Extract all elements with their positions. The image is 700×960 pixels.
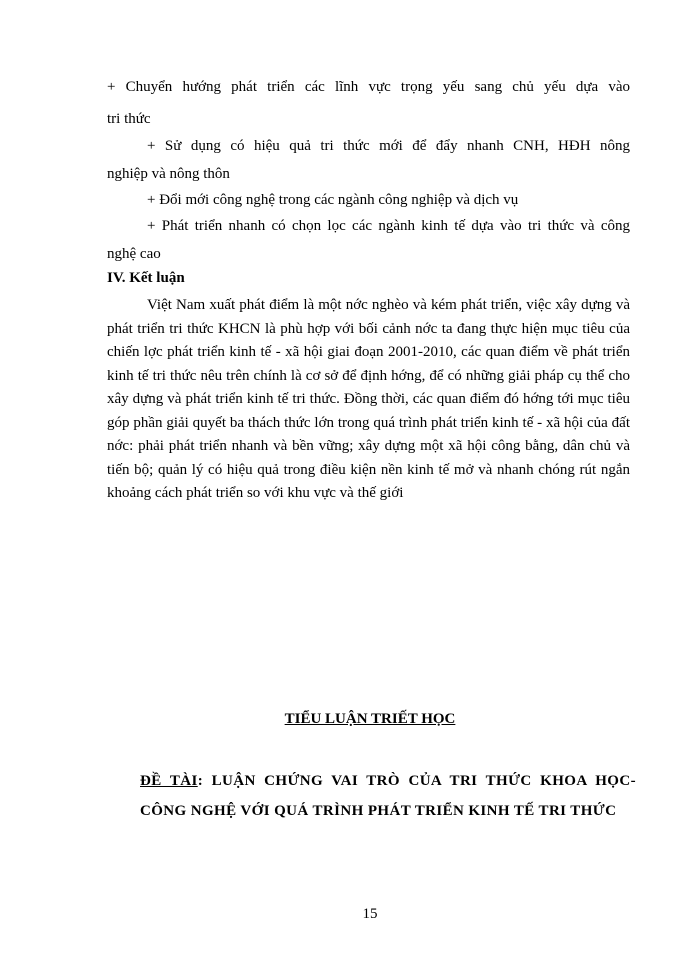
bullet-4-line-2: nghệ cao (107, 246, 161, 262)
essay-topic (140, 766, 636, 826)
essay-title: TIỂU LUẬN TRIẾT HỌC (284, 711, 456, 727)
topic-text: : LUẬN CHỨNG VAI TRÒ CỦA TRI THỨC KHOA HỌC-CÔNG NGHỆ VỚI QUÁ TRÌNH PHÁT TRIỂN KINH TẾ TRI THỨC (140, 773, 636, 819)
bullet-1-line-2: tri thức (107, 111, 151, 127)
bullet-2-line-2: nghiệp và nông thôn (107, 166, 230, 182)
bullet-3-line-1: + Đổi mới công nghệ trong các ngành công nghiệp và dịch vụ (147, 192, 519, 208)
bullet-4-line-1: + Phát triển nhanh có chọn lọc các ngành kinh tế dựa vào tri thức và công (147, 218, 630, 234)
page-number: 15 (362, 906, 378, 922)
bullet-1-line-1: + Chuyển hướng phát triển các lĩnh vực trọng yếu sang chủ yếu dựa vào (107, 79, 630, 95)
topic-label: ĐỀ TÀI (140, 773, 198, 789)
conclusion-paragraph: Việt Nam xuất phát điểm là một nớc nghèo và kém phát triển, việc xây dựng và phát triển tri thức KHCN là phù hợp với bối cảnh nớc ta đang thực hiện mục tiêu của chiến lợc phát triển kinh tế - xã hội giai đoạn 2001-2010, các quan điểm về phát triển kinh tế tri thức nêu trên chính là cơ sở để định hớng, để có những giải pháp cụ thể cho xây dựng và phát triển kinh tế tri thức. Đồng thời, các quan điểm đó hớng tới mục tiêu góp phần giải quyết ba thách thức lớn trong quá trình phát triển kinh tế - xã hội của đất nớc: phải phát triển nhanh và bền vững; xây dựng một xã hội công bằng, dân chủ và tiến bộ; quản lý có hiệu quả trong điều kiện nền kinh tế mở và nhanh chóng rút ngắn khoảng cách phát triển so với khu vực và thế giới (107, 297, 630, 501)
bullet-2-line-1: + Sử dụng có hiệu quả tri thức mới để đẩy nhanh CNH, HĐH nông (147, 138, 630, 154)
section-heading-conclusion: IV. Kết luận (107, 270, 185, 286)
